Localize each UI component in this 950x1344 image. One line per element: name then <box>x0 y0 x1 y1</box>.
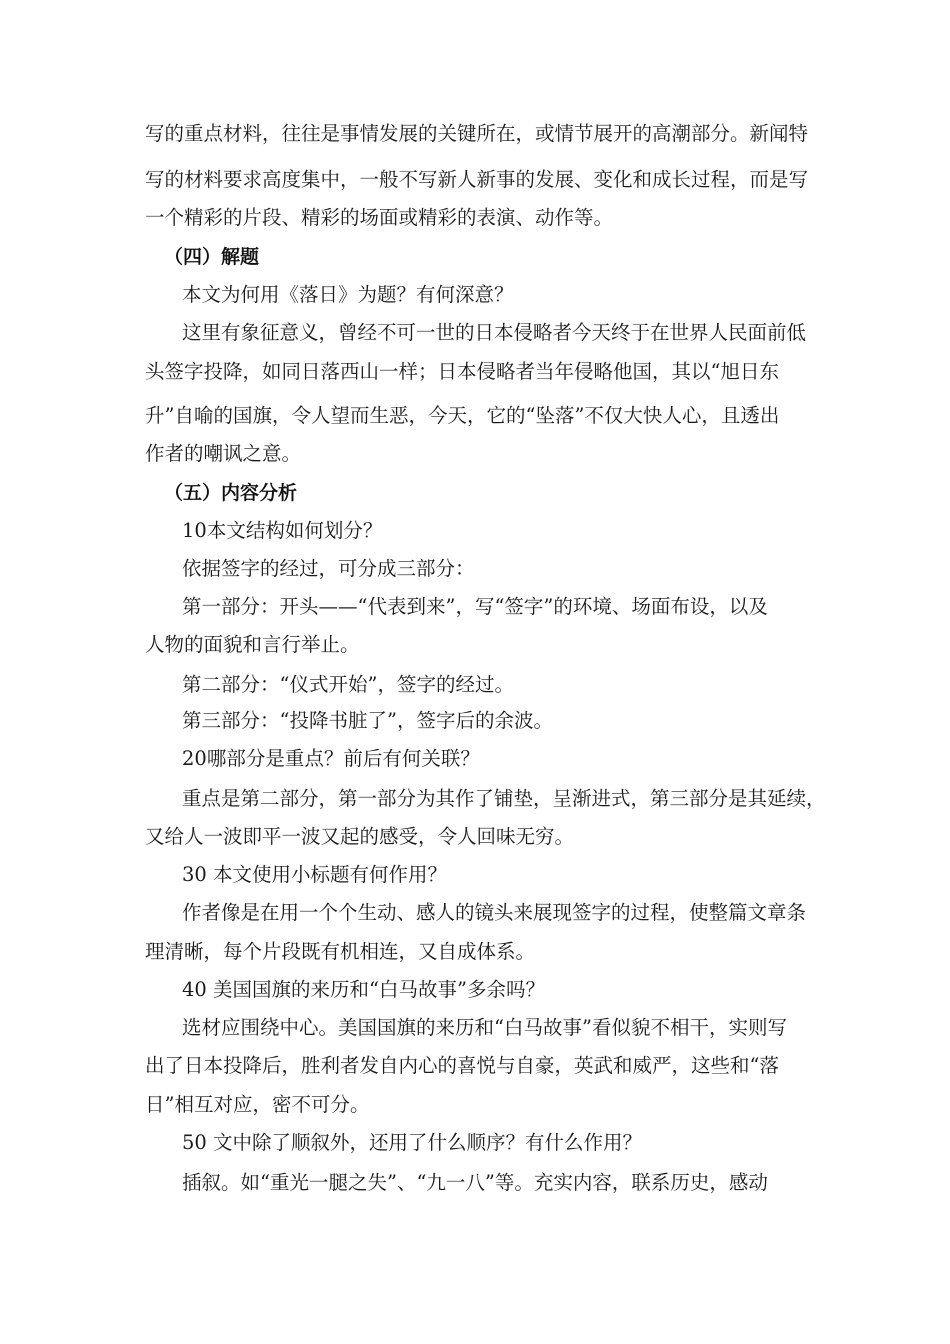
body-line: 依据签字的经过，可分成三部分： <box>182 557 475 580</box>
body-line: 选材应围绕中心。美国国旗的来历和“白马故事”看似貌不相干，实则写 <box>182 1016 787 1039</box>
body-line: 出了日本投降后，胜利者发自内心的喜悦与自豪，英武和威严，这些和“落 <box>145 1054 779 1077</box>
body-line: 一个精彩的片段、精彩的场面或精彩的表演、动作等。 <box>145 206 614 229</box>
question-line: 50 文中除了顺叙外，还用了什么顺序？有什么作用？ <box>182 1131 643 1154</box>
body-line: 本文为何用《落日》为题？有何深意？ <box>182 283 514 306</box>
body-line: 第三部分：“投降书脏了”，签字后的余波。 <box>182 709 553 732</box>
body-line: 又给人一波即平一波又起的感受，令人回味无穷。 <box>145 825 575 848</box>
body-line: 人物的面貌和言行举止。 <box>145 633 360 656</box>
body-line: 写的重点材料，往往是事情发展的关键所在，或情节展开的高潮部分。新闻特 <box>145 122 809 145</box>
body-line: 作者的嘲讽之意。 <box>145 442 302 465</box>
body-line: 第二部分：“仪式开始”，签字的经过。 <box>182 673 514 696</box>
body-line: 写的材料要求高度集中，一般不写新人新事的发展、变化和成长过程，而是写 <box>145 168 809 191</box>
body-line: 日”相互对应，密不可分。 <box>145 1093 370 1116</box>
body-line: 头签字投降，如同日落西山一样；日本侵略者当年侵略他国，其以“旭日东 <box>145 360 779 383</box>
body-line: 这里有象征意义，曾经不可一世的日本侵略者今天终于在世界人民面前低 <box>182 321 807 344</box>
section-heading-jieti: （四）解题 <box>164 246 260 268</box>
body-line: 理清晰，每个片段既有机相连，又自成体系。 <box>145 940 536 963</box>
question-line: 20哪部分是重点？前后有何关联？ <box>182 747 480 770</box>
body-line: 作者像是在用一个个生动、感人的镜头来展现签字的过程，使整篇文章条 <box>182 901 807 924</box>
body-line: 升”自喻的国旗，令人望而生恶，今天，它的“坠落”不仅大快人心，且透出 <box>145 404 780 427</box>
body-line: 第一部分：开头——“代表到来”，写“签字”的环境、场面布设，以及 <box>182 595 768 618</box>
section-heading-content-analysis: （五）内容分析 <box>164 482 298 504</box>
question-line: 40 美国国旗的来历和“白马故事”多余吗？ <box>182 978 545 1001</box>
body-line: 插叙。如“重光一腿之失”、“九一八”等。充实内容，联系历史，感动 <box>182 1171 768 1194</box>
body-line: 重点是第二部分，第一部分为其作了铺垫，呈渐进式，第三部分是其延续， <box>182 787 826 810</box>
question-line: 10本文结构如何划分？ <box>182 519 383 542</box>
question-line: 30 本文使用小标题有何作用？ <box>182 863 448 886</box>
